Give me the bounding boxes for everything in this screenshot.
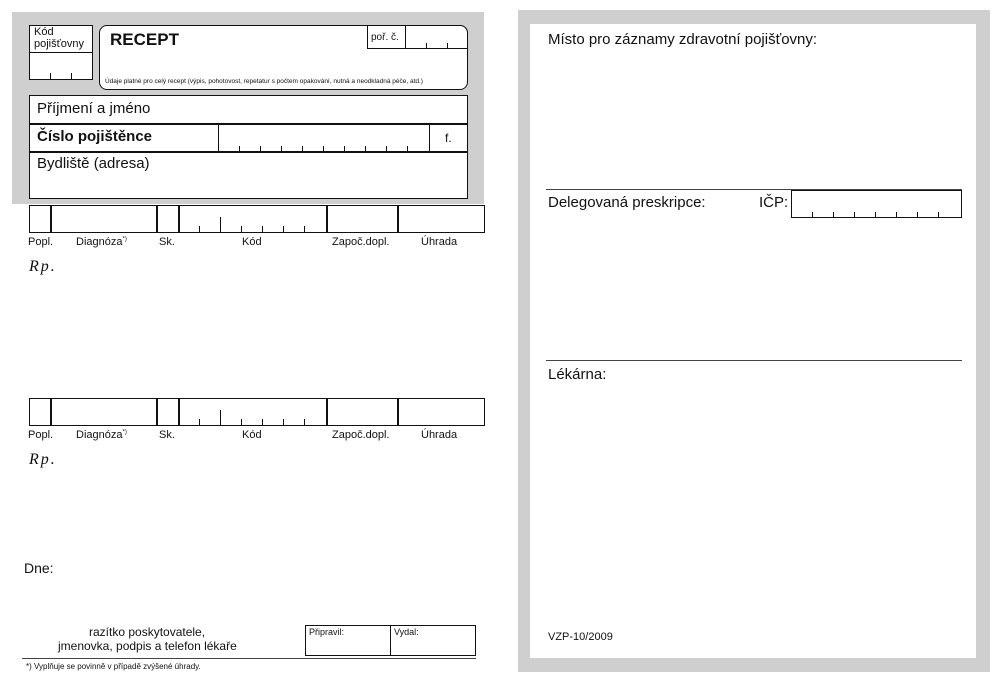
header-note: Údaje platné pro celý recept (výpis, pohotovost, repetatur s počtem opakování, nutná a neodkladná péče, atd.): [105, 78, 423, 85]
order-number-field[interactable]: [405, 25, 468, 49]
insurer-code-label-2: pojišťovny: [34, 38, 84, 50]
zapoc-label-1: Započ.dopl.: [332, 236, 390, 248]
form-code: VZP-10/2009: [548, 631, 613, 643]
prepared-label: Připravil:: [309, 627, 345, 637]
name-label: Příjmení a jméno: [37, 100, 151, 117]
order-number-label: poř. č.: [371, 32, 399, 43]
insurer-code-label-1: Kód: [34, 26, 54, 38]
insured-number-label: Číslo pojištěnce: [37, 128, 153, 145]
diagnoza-label-1: Diagnóza*): [76, 236, 127, 248]
uhrada-label-1: Úhrada: [421, 236, 458, 248]
prescription-row-2[interactable]: [29, 398, 485, 426]
back-side-page: [530, 24, 976, 658]
footnote: *) Vyplňuje se povinně v případě zvýšené úhrady.: [26, 662, 201, 671]
icp-field[interactable]: [791, 190, 962, 218]
footnote-rule: [22, 658, 476, 659]
delegated-label: Delegovaná preskripce:: [548, 194, 706, 211]
address-label: Bydliště (adresa): [37, 155, 150, 172]
f-label: f.: [445, 131, 452, 145]
date-label: Dne:: [24, 560, 54, 576]
kod-label-2: Kód: [242, 429, 262, 441]
issued-label: Vydal:: [394, 627, 419, 637]
insured-number-field[interactable]: [218, 124, 430, 152]
rp-label-2: Rp.: [29, 451, 57, 468]
icp-label: IČP:: [759, 194, 789, 211]
stamp-line-2: jmenovka, podpis a telefon lékaře: [58, 639, 237, 653]
insurer-code-field[interactable]: [29, 52, 93, 80]
stamp-line-1: razítko poskytovatele,: [89, 625, 206, 639]
kod-label-1: Kód: [242, 236, 262, 248]
separator-2: [546, 360, 962, 361]
uhrada-label-2: Úhrada: [421, 429, 458, 441]
sk-label-2: Sk.: [159, 429, 175, 441]
rp-label-1: Rp.: [29, 258, 57, 275]
sk-label-1: Sk.: [159, 236, 175, 248]
recept-title: RECEPT: [110, 30, 179, 49]
insurer-records-label: Místo pro záznamy zdravotní pojišťovny:: [548, 31, 818, 48]
diagnoza-label-2: Diagnóza*): [76, 429, 127, 441]
popl-label-1: Popl.: [28, 236, 54, 248]
zapoc-label-2: Započ.dopl.: [332, 429, 390, 441]
prescription-row-1[interactable]: [29, 205, 485, 233]
popl-label-2: Popl.: [28, 429, 54, 441]
pharmacy-label: Lékárna:: [548, 366, 607, 383]
